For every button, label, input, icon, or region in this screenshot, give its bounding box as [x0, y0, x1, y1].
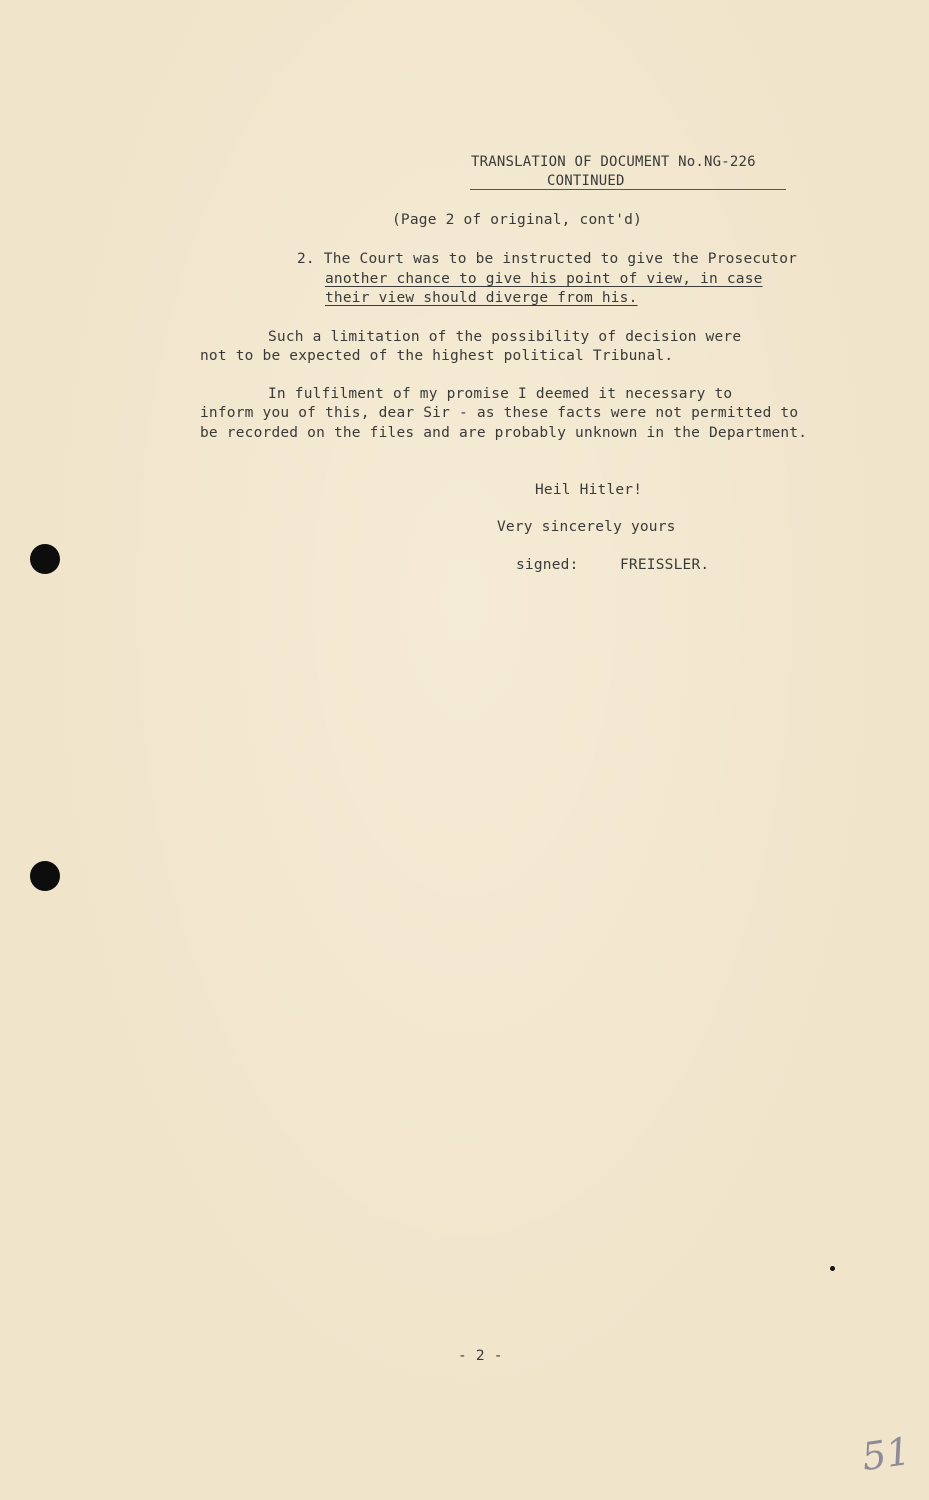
para2-line2: inform you of this, dear Sir - as these facts were not permitted to — [200, 405, 799, 421]
page-note: (Page 2 of original, cont'd) — [392, 212, 643, 228]
para2-line3: be recorded on the files and are probably unknown in the Department. — [200, 425, 808, 441]
header-subtitle: CONTINUED — [547, 173, 625, 189]
closing-salute: Heil Hitler! — [535, 482, 643, 498]
signed-label: signed: — [516, 557, 579, 573]
signer-name: FREISSLER. — [620, 557, 710, 573]
page-number: - 2 - — [458, 1348, 503, 1364]
item2-line2: another chance to give his point of view, in case — [325, 271, 763, 287]
para1-line1: Such a limitation of the possibility of decision were — [268, 329, 742, 345]
header-rule — [470, 189, 786, 190]
header-title: TRANSLATION OF DOCUMENT No.NG-226 — [471, 154, 756, 170]
handwritten-page-mark: 51 — [859, 1428, 914, 1480]
ink-speck — [830, 1266, 835, 1271]
punch-hole-bottom — [30, 861, 60, 891]
para2-line1: In fulfilment of my promise I deemed it necessary to — [268, 386, 733, 402]
para1-line2: not to be expected of the highest political Tribunal. — [200, 348, 674, 364]
punch-hole-top — [30, 544, 60, 574]
closing-valediction: Very sincerely yours — [497, 519, 676, 535]
item2-line3: their view should diverge from his. — [325, 290, 638, 306]
item2-line1: 2. The Court was to be instructed to give the Prosecutor — [297, 251, 798, 267]
